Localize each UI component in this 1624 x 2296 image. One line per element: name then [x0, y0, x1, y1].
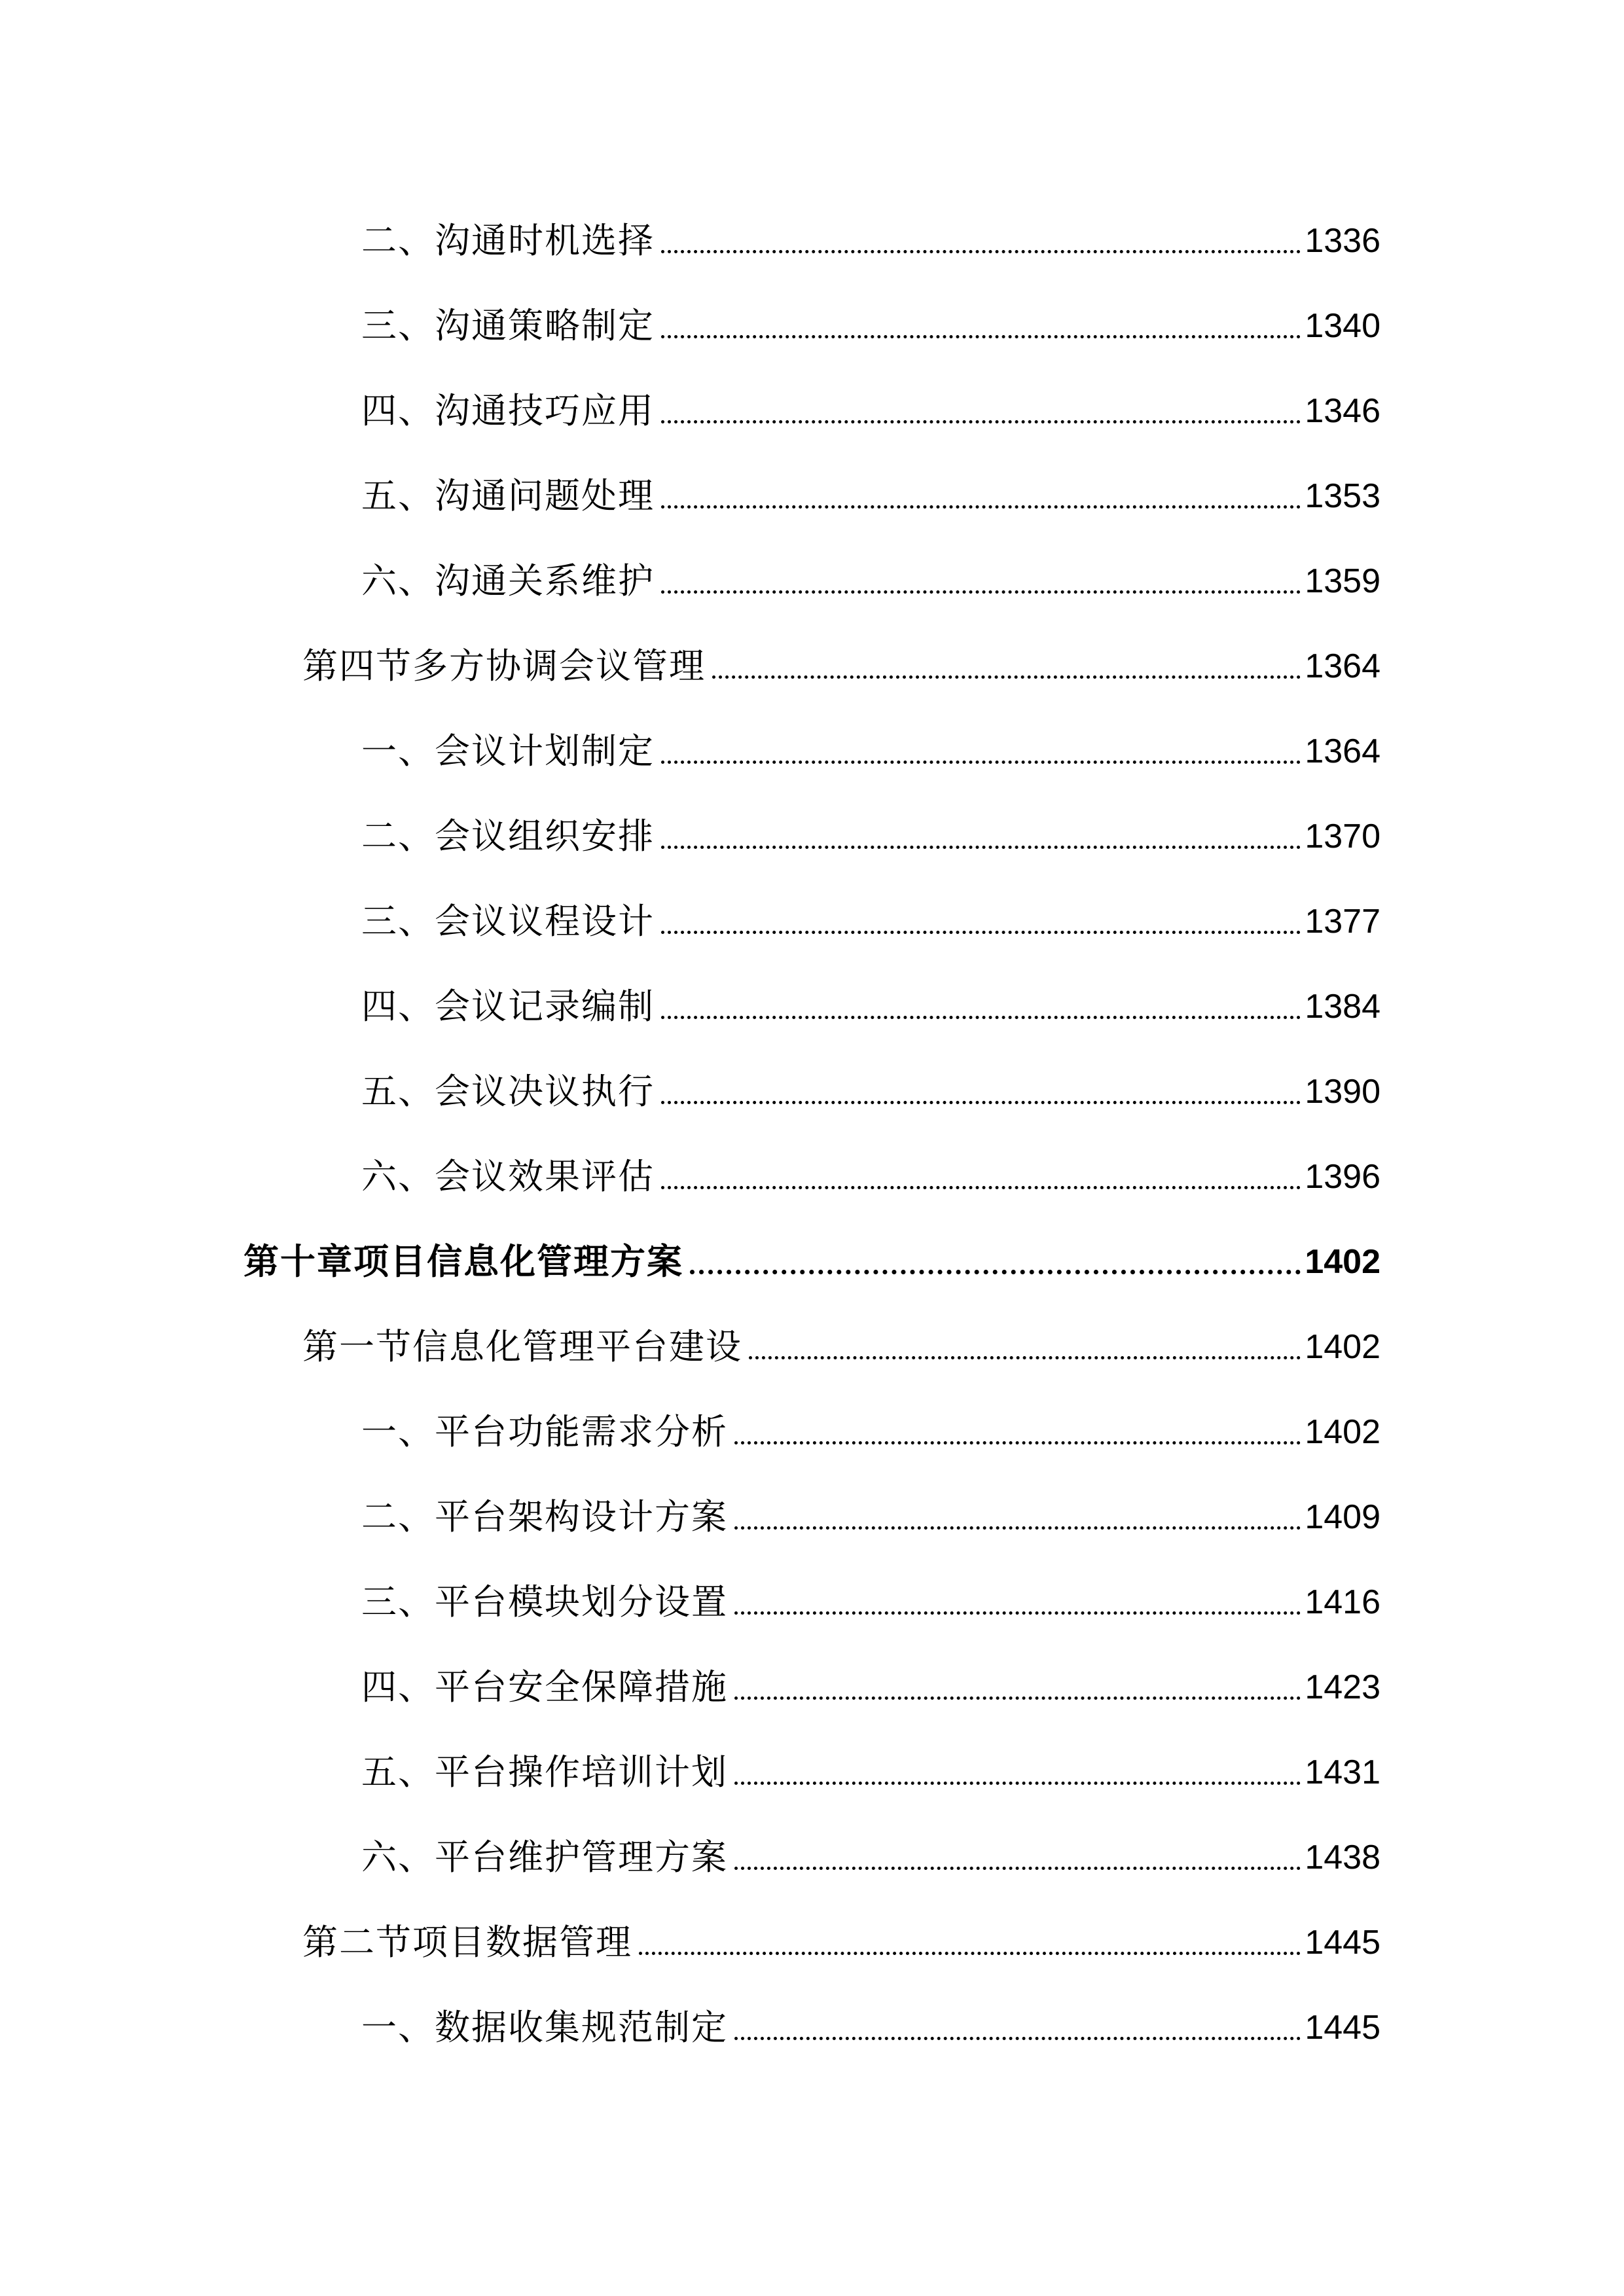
- toc-page-number: 1402: [1305, 1413, 1380, 1451]
- toc-page-number: 1364: [1305, 647, 1380, 685]
- toc-page-number: 1402: [1305, 1243, 1380, 1281]
- toc-dot-leader: [749, 1329, 1301, 1365]
- toc-entry[interactable]: [361, 1825, 1380, 1890]
- toc-page-number: 1359: [1305, 562, 1380, 600]
- toc-entry-title: 一、会议计划制定: [361, 730, 655, 772]
- toc-dot-leader: [734, 1585, 1301, 1620]
- toc-entry-title: 四、会议记录编制: [361, 986, 655, 1027]
- toc-entry-title: 二、沟通时机选择: [361, 220, 655, 261]
- toc-entry-title: 五、会议决议执行: [361, 1071, 655, 1112]
- toc-page-number: 1390: [1305, 1073, 1380, 1111]
- toc-entry[interactable]: [361, 1144, 1380, 1210]
- toc-entry-title: 一、平台功能需求分析: [361, 1411, 728, 1452]
- toc-dot-leader: [712, 649, 1301, 684]
- toc-entry[interactable]: [361, 719, 1380, 784]
- toc-entry[interactable]: [361, 804, 1380, 869]
- toc-page-number: 1431: [1305, 1753, 1380, 1791]
- toc-entry-title: 六、沟通关系维护: [361, 560, 655, 601]
- toc-entry[interactable]: [361, 974, 1380, 1039]
- toc-entry[interactable]: [361, 463, 1380, 529]
- toc-page-number: 1409: [1305, 1498, 1380, 1536]
- toc-dot-leader: [734, 2010, 1301, 2045]
- toc-dot-leader: [661, 223, 1301, 259]
- toc-page-number: 1445: [1305, 2009, 1380, 2047]
- toc-entry[interactable]: [361, 1570, 1380, 1635]
- toc-page-number: 1353: [1305, 477, 1380, 515]
- toc-dot-leader: [661, 564, 1301, 599]
- toc-entry-title: 六、平台维护管理方案: [361, 1837, 728, 1878]
- toc-entry-title: 六、会议效果评估: [361, 1156, 655, 1197]
- toc-dot-leader: [661, 734, 1301, 769]
- toc-page-number: 1336: [1305, 222, 1380, 260]
- toc-page-number: 1346: [1305, 392, 1380, 430]
- toc-dot-leader: [661, 308, 1301, 344]
- toc-entry[interactable]: [361, 1059, 1380, 1124]
- toc-chapter-entry[interactable]: [244, 1229, 1380, 1295]
- toc-dot-leader: [661, 393, 1301, 429]
- toc-entry-title: 二、会议组织安排: [361, 816, 655, 857]
- toc-entry-title: 四、沟通技巧应用: [361, 390, 655, 431]
- toc-page-number: 1370: [1305, 817, 1380, 855]
- toc-page-number: 1402: [1305, 1328, 1380, 1366]
- toc-page-number: 1364: [1305, 732, 1380, 770]
- toc-dot-leader: [690, 1244, 1301, 1280]
- toc-page-number: 1445: [1305, 1924, 1380, 1962]
- toc-entry[interactable]: [302, 1910, 1380, 1975]
- toc-dot-leader: [661, 478, 1301, 514]
- toc-page-number: 1384: [1305, 988, 1380, 1026]
- toc-entry[interactable]: [361, 1995, 1380, 2060]
- toc-page-number: 1423: [1305, 1668, 1380, 1706]
- toc-entry-title: 一、数据收集规范制定: [361, 2007, 728, 2048]
- toc-entry[interactable]: [361, 208, 1380, 274]
- toc-entry[interactable]: [302, 1314, 1380, 1380]
- toc-entry-title: 第二节项目数据管理: [302, 1922, 632, 1963]
- toc-dot-leader: [661, 1074, 1301, 1109]
- toc-page-number: 1396: [1305, 1158, 1380, 1196]
- toc-entry-title: 三、沟通策略制定: [361, 305, 655, 346]
- toc-entry[interactable]: [302, 634, 1380, 699]
- toc-entry-title: 第十章项目信息化管理方案: [244, 1241, 683, 1282]
- toc-dot-leader: [661, 904, 1301, 939]
- toc-dot-leader: [661, 819, 1301, 854]
- toc-entry-title: 第四节多方协调会议管理: [302, 645, 706, 687]
- toc-entry[interactable]: [361, 1399, 1380, 1465]
- toc-page-number: 1416: [1305, 1583, 1380, 1621]
- toc-dot-leader: [661, 1159, 1301, 1194]
- toc-page-number: 1438: [1305, 1839, 1380, 1876]
- toc-entry[interactable]: [361, 378, 1380, 444]
- toc-entry[interactable]: [361, 889, 1380, 954]
- toc-entry-title: 五、沟通问题处理: [361, 475, 655, 516]
- toc-dot-leader: [734, 1499, 1301, 1535]
- toc-page-number: 1340: [1305, 307, 1380, 345]
- toc-entry-title: 三、会议议程设计: [361, 901, 655, 942]
- toc-dot-leader: [734, 1840, 1301, 1875]
- toc-entry-title: 二、平台架构设计方案: [361, 1496, 728, 1537]
- toc-dot-leader: [639, 1925, 1301, 1960]
- toc-page-number: 1377: [1305, 903, 1380, 941]
- toc-entry[interactable]: [361, 1740, 1380, 1805]
- toc-entry[interactable]: [361, 1655, 1380, 1720]
- toc-dot-leader: [661, 989, 1301, 1024]
- toc-dot-leader: [734, 1670, 1301, 1705]
- toc-dot-leader: [734, 1414, 1301, 1450]
- toc-entry[interactable]: [361, 548, 1380, 614]
- toc-entry-title: 三、平台模块划分设置: [361, 1581, 728, 1623]
- toc-entry-title: 五、平台操作培训计划: [361, 1751, 728, 1793]
- toc-entry-title: 第一节信息化管理平台建设: [302, 1326, 742, 1367]
- toc-entry[interactable]: [361, 1484, 1380, 1550]
- toc-entry-title: 四、平台安全保障措施: [361, 1666, 728, 1708]
- toc-entry[interactable]: [361, 293, 1380, 359]
- toc-dot-leader: [734, 1755, 1301, 1790]
